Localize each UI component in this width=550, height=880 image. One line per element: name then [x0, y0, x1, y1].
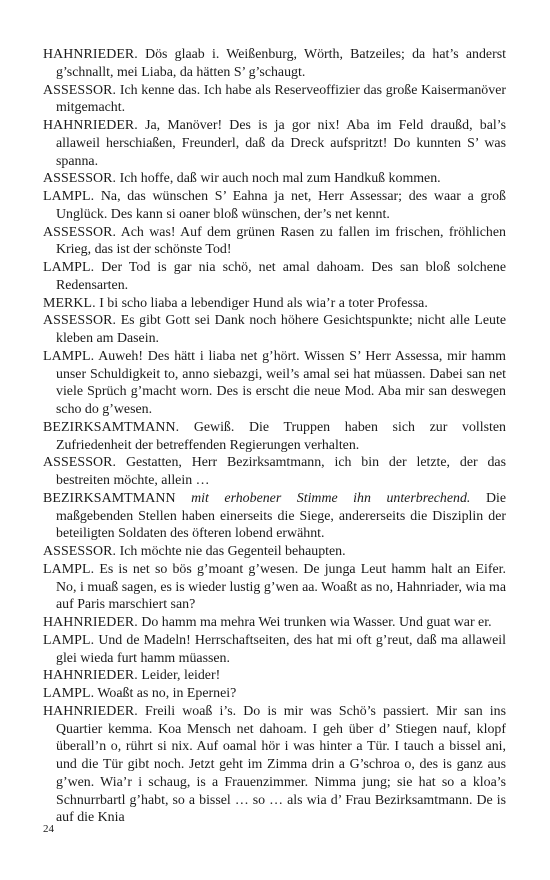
- page-number: 24: [43, 823, 54, 835]
- speech-text: Do hamm ma mehra Wei trunken wia Wasser. Und guat war er.: [141, 615, 492, 630]
- speech-text: Ich hoffe, daß wir auch noch mal zum Handkuß kommen.: [119, 171, 441, 187]
- speaker-name: ASSESSOR.: [43, 313, 117, 329]
- speaker-name: LAMPL.: [43, 686, 95, 701]
- dialogue-entry: [43, 632, 506, 668]
- speech-text: Na, das wünschen S’ Eahna ja net, Herr Assessar; des waar a groß Unglück. Des kann si oaner bloß wünschen, der’s net kennt.: [56, 189, 506, 222]
- speaker-name: ASSESSOR.: [43, 224, 117, 240]
- speaker-name: BEZIRKSAMTMANN: [43, 490, 176, 506]
- speaker-name: MERKL.: [43, 295, 96, 311]
- speech-text: Ich kenne das. Ich habe als Reserveoffizier das große Kaisermanöver mitgemacht.: [56, 82, 506, 116]
- dialogue-entry: [43, 614, 506, 632]
- speaker-name: LAMPL.: [43, 632, 95, 648]
- dialogue-entry: [43, 561, 506, 614]
- dialogue-entry: [43, 295, 506, 313]
- dialogue-entry: [43, 454, 506, 490]
- speaker-name: HAHNRIEDER.: [43, 118, 138, 133]
- dialogue-entry: [43, 312, 506, 348]
- speech-text: Ach was! Auf dem grünen Rasen zu fallen im frischen, fröhlichen Krieg, das ist der schönste Tod!: [56, 224, 506, 258]
- dialogue-entry: [43, 224, 506, 260]
- speaker-name: BEZIRKSAMTMANN.: [43, 419, 180, 435]
- speaker-name: ASSESSOR.: [43, 171, 117, 187]
- dialogue-entry: [43, 46, 506, 82]
- dialogue-entry: [43, 259, 506, 295]
- speech-text: Auweh! Des hätt i liaba net g’hört. Wissen S’ Herr Assessa, mir hamm unser Schuldigkeit to, anno siebazgi, weil’s amal sei hat müassen. Dabei san net viele Sprüch g’macht worn. Des is erscht die neue Mod. Aba mir san deswegen scho do g’wesen.: [56, 348, 506, 417]
- dialogue-entry: [43, 685, 506, 703]
- speech-text: Es gibt Gott sei Dank noch höhere Gesichtspunkte; nicht alle Leute kleben am Dasein.: [56, 313, 506, 346]
- dialogue-entry: [43, 170, 506, 188]
- speech-text: Freili woaß i’s. Do is mir was Schö’s passiert. Mir san ins Quartier kemma. Koa Mensch net dahoam. I geh über d’ Stiegen nauf, klopf überall’n o, rührt si nix. Auf oamal hör i was hinter a Tür. I tauch a bissel ani, und die Tür gibt noch. Jetzt geht im Zimma drin a G’schroa o, des is ganz aus g’wen. Wia’r i schaug, is a Frauenzimmer. Nimma jung; sie hat so a kloa’s Schnurrbartl g’habt, so a bissel … so … als wia d’ Frau Bezirksamtmann. De is auf die Knia: [56, 703, 507, 826]
- speech-text: Und de Madeln! Herrschaftseiten, des hat mi oft g’reut, daß ma allaweil glei wieda furt hamm müassen.: [56, 632, 506, 666]
- dialogue-entry: [43, 117, 506, 170]
- dialogue-entry: [43, 703, 506, 827]
- speaker-name: LAMPL.: [43, 189, 95, 204]
- dialogue-entry: [43, 188, 506, 224]
- speaker-name: LAMPL.: [43, 561, 95, 577]
- dialogue-entry: [43, 490, 506, 543]
- speech-text: Woaßt as no, in Epernei?: [97, 686, 237, 701]
- speaker-name: LAMPL.: [43, 348, 95, 364]
- dialogue-entry: [43, 667, 506, 685]
- speaker-name: LAMPL.: [43, 260, 95, 275]
- speaker-name: HAHNRIEDER.: [43, 47, 138, 62]
- speech-text: Der Tod is gar nia schö, net amal dahoam. Des san bloß solchene Redensarten.: [56, 260, 506, 293]
- speech-text: Ja, Manöver! Des is ja gor nix! Aba im Feld draußd, bal’s allaweil herschiaßen, Freunderl, daß da Dreck aufspritzt! Do kunnten S’ was spanna.: [56, 118, 506, 169]
- speaker-name: HAHNRIEDER.: [43, 703, 138, 719]
- speech-text: Gewiß. Die Truppen haben sich zur vollsten Zufriedenheit der betreffenden Regierungen verhalten.: [56, 419, 506, 453]
- speech-text: Dös glaab i. Weißenburg, Wörth, Batzeiles; da hat’s anderst g’schnallt, mei Liaba, da hätten S’ g’schaugt.: [56, 47, 506, 80]
- speech-text: Leider, leider!: [141, 668, 221, 684]
- dialogue-entry: [43, 82, 506, 118]
- speaker-name: ASSESSOR.: [43, 544, 117, 559]
- speaker-name: ASSESSOR.: [43, 455, 117, 471]
- speech-text: Es is net so bös g’moant g’wesen. De junga Leut hamm halt an Eifer. No, i muaß sagen, es is wieder lustig g’wen aa. Woaßt as no, Hahnriader, wia ma auf Paris marschiert san?: [56, 561, 506, 613]
- dialogue-entry: [43, 348, 506, 419]
- speech-text: I bi scho liaba a lebendiger Hund als wia’r a toter Professa.: [99, 295, 428, 311]
- dialogue-entry: [43, 419, 506, 455]
- speaker-name: HAHNRIEDER.: [43, 615, 138, 630]
- text-block: [43, 46, 506, 827]
- speech-text: Ich möchte nie das Gegenteil behaupten.: [119, 544, 346, 559]
- stage-direction: mit erhobener Stimme ihn unterbrechend.: [191, 490, 471, 506]
- speech-text: Die maßgebenden Stellen haben einerseits die Siege, andererseits die Disziplin der beteiligten Soldaten des öfteren lobend erwähnt.: [56, 490, 506, 542]
- dialogue-entry: [43, 543, 506, 561]
- speech-text: Gestatten, Herr Bezirksamtmann, ich bin der letzte, der das bestreiten möchte, allein …: [56, 455, 506, 488]
- speaker-name: HAHNRIEDER.: [43, 668, 138, 684]
- speaker-name: ASSESSOR.: [43, 82, 117, 98]
